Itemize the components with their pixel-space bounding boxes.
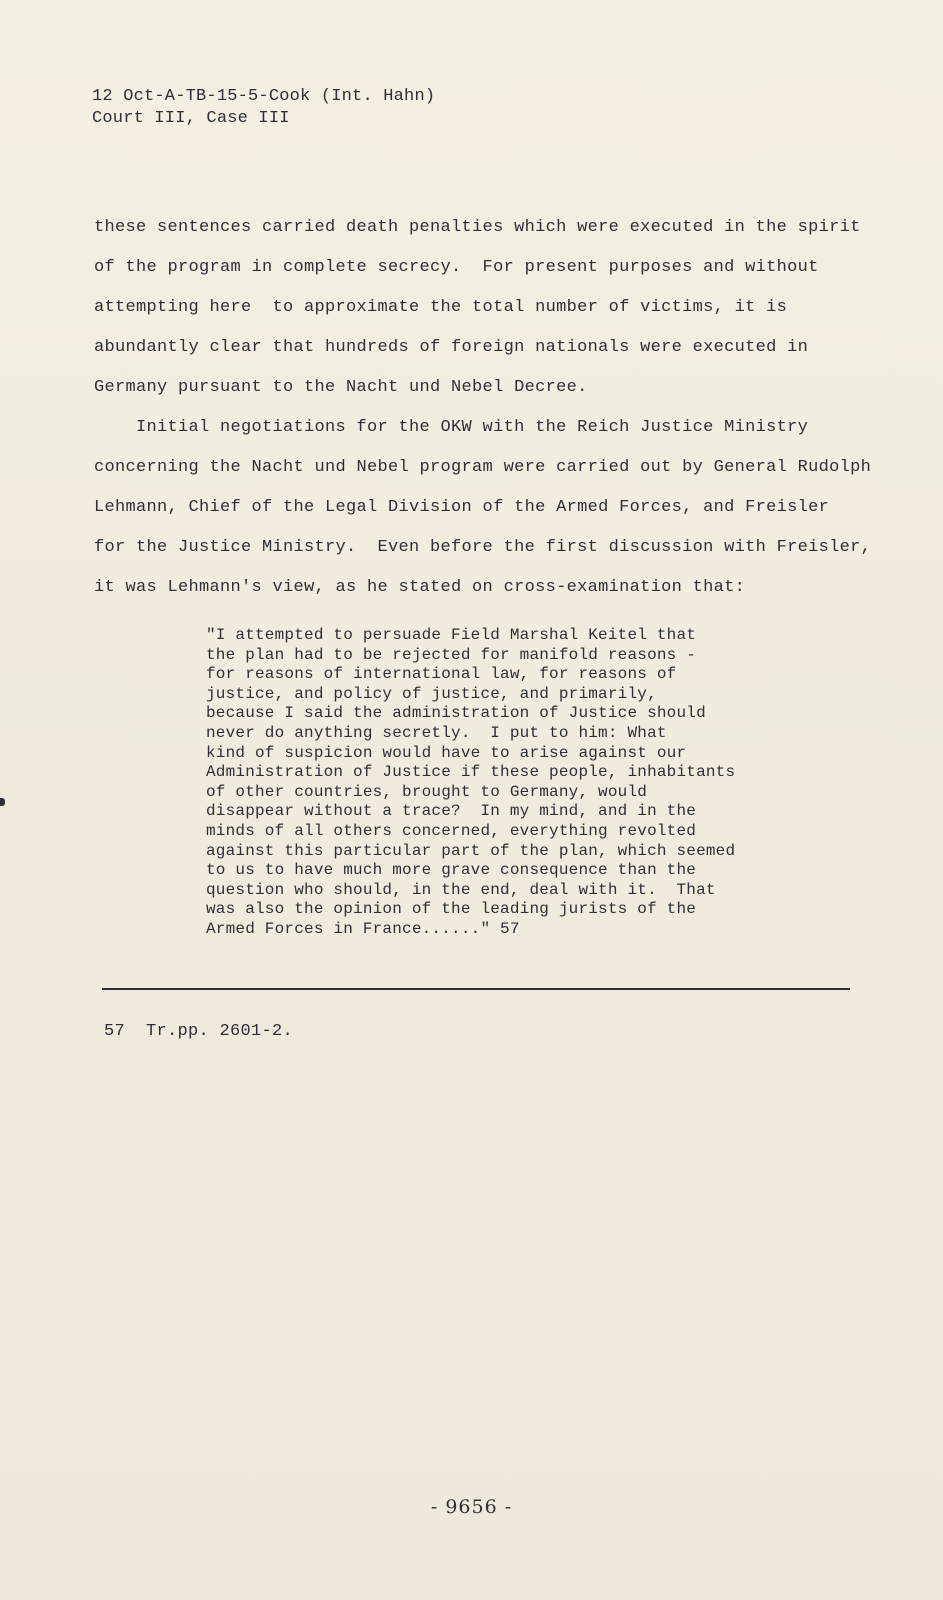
quote-line: the plan had to be rejected for manifold reasons - bbox=[206, 645, 697, 664]
page-number: - 9656 - bbox=[430, 1496, 513, 1518]
body-line: these sentences carried death penalties which were executed in the spirit bbox=[94, 218, 861, 237]
quote-line: disappear without a trace? In my mind, and in the bbox=[206, 802, 697, 821]
quote-line: because I said the administration of Justice should bbox=[206, 704, 706, 723]
quote-line: minds of all others concerned, everything revolted bbox=[206, 821, 697, 840]
body-line: of the program in complete secrecy. For present purposes and without bbox=[94, 258, 819, 277]
quote-line: was also the opinion of the leading jurists of the bbox=[206, 900, 697, 919]
header-court-case: Court III, Case III bbox=[92, 109, 290, 128]
quote-line: against this particular part of the plan, which seemed bbox=[206, 841, 736, 860]
quote-line: of other countries, brought to Germany, would bbox=[206, 782, 648, 801]
body-line: for the Justice Ministry. Even before the first discussion with Freisler, bbox=[94, 538, 872, 557]
body-line: attempting here to approximate the total number of victims, it is bbox=[94, 298, 788, 317]
header-reference: 12 Oct-A-TB-15-5-Cook (Int. Hahn) bbox=[92, 87, 436, 106]
body-paragraphs bbox=[94, 208, 872, 608]
body-line: Lehmann, Chief of the Legal Division of the Armed Forces, and Freisler bbox=[94, 498, 830, 517]
body-line: Initial negotiations for the OKW with the Reich Justice Ministry bbox=[94, 418, 809, 437]
quote-line: Administration of Justice if these people, inhabitants bbox=[206, 763, 736, 782]
quote-line: never do anything secretly. I put to him: What bbox=[206, 723, 667, 742]
body-line: Germany pursuant to the Nacht und Nebel Decree. bbox=[94, 378, 588, 397]
quote-line: to us to have much more grave consequence than the bbox=[206, 861, 697, 880]
footnote: 57 Tr.pp. 2601-2. bbox=[104, 1022, 294, 1041]
body-line: concerning the Nacht und Nebel program were carried out by General Rudolph bbox=[94, 458, 872, 477]
margin-mark bbox=[0, 798, 5, 806]
body-line: abundantly clear that hundreds of foreign nationals were executed in bbox=[94, 338, 809, 357]
footnote-separator-rule bbox=[102, 988, 850, 990]
quote-line: question who should, in the end, deal with it. That bbox=[206, 880, 716, 899]
quote-line: "I attempted to persuade Field Marshal Keitel that bbox=[206, 626, 697, 644]
quote-line: for reasons of international law, for reasons of bbox=[206, 665, 677, 684]
document-header bbox=[92, 86, 435, 130]
quote-line: justice, and policy of justice, and primarily, bbox=[206, 684, 657, 703]
quote-line: Armed Forces in France......" 57 bbox=[206, 919, 520, 938]
quote-line: kind of suspicion would have to arise against our bbox=[206, 743, 687, 762]
block-quote bbox=[206, 626, 786, 940]
body-line: it was Lehmann's view, as he stated on cross-examination that: bbox=[94, 578, 746, 597]
